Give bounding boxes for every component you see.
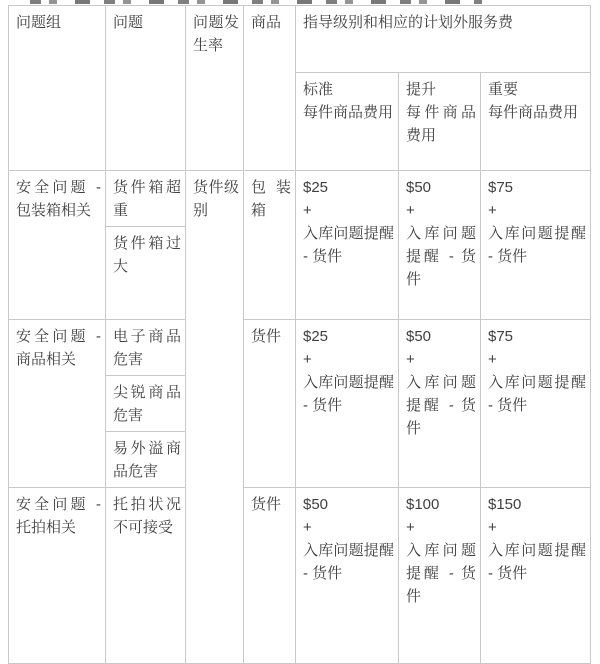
- header-level-critical: [481, 73, 591, 171]
- header-product: 商品: [244, 6, 296, 171]
- fee-note: 入库问题提醒 - 货件: [303, 225, 394, 265]
- header-level-standard: [296, 73, 399, 171]
- fee-cell-critical: [481, 320, 591, 488]
- fee-note: 入库问题提醒 - 货件: [406, 374, 476, 437]
- fee-amount: $100: [406, 496, 440, 513]
- problem-cell: 电子商品危害: [106, 320, 186, 376]
- fee-note: 入库问题提醒 - 货件: [303, 374, 394, 414]
- fee-amount: $50: [406, 328, 432, 345]
- fee-note: 入库问题提醒 - 货件: [406, 225, 476, 288]
- problem-group-cell: 安全问题 - 包装箱相关: [9, 171, 106, 320]
- fee-note: 入库问题提醒 - 货件: [488, 374, 587, 414]
- table-row: [9, 488, 591, 664]
- table-row: [9, 171, 591, 227]
- problem-group-cell: 安全问题 - 托拍相关: [9, 488, 106, 664]
- level-unit: 每件商品费用: [406, 104, 476, 144]
- fee-plus: +: [406, 519, 415, 536]
- service-fee-table: [8, 5, 591, 664]
- level-name: 提升: [406, 81, 437, 98]
- fee-amount: $75: [488, 179, 514, 196]
- clipped-text-top: [30, 0, 482, 4]
- fee-amount: $50: [406, 179, 432, 196]
- header-level-elevated: [399, 73, 481, 171]
- level-unit: 每件商品费用: [303, 104, 394, 121]
- level-unit: 每件商品费用: [488, 104, 579, 121]
- fee-amount: $150: [488, 496, 522, 513]
- occurrence-rate-cell: 货件级别: [186, 171, 244, 664]
- fee-amount: $25: [303, 179, 329, 196]
- fee-cell-elevated: [399, 320, 481, 488]
- header-problem-group: 问题组: [9, 6, 106, 171]
- fee-cell-elevated: [399, 488, 481, 664]
- fee-amount: $50: [303, 496, 329, 513]
- product-cell: 货件: [244, 320, 296, 488]
- fee-note: 入库问题提醒 - 货件: [303, 542, 394, 582]
- problem-cell: 货件箱超重: [106, 171, 186, 227]
- problem-cell: 易外溢商品危害: [106, 432, 186, 488]
- fee-plus: +: [488, 202, 497, 219]
- fee-note: 入库问题提醒 - 货件: [488, 225, 587, 265]
- fee-plus: +: [303, 519, 312, 536]
- fee-plus: +: [406, 202, 415, 219]
- fee-cell-critical: [481, 171, 591, 320]
- problem-cell: 货件箱过大: [106, 227, 186, 320]
- fee-cell-standard: [296, 171, 399, 320]
- fee-cell-standard: [296, 488, 399, 664]
- fee-plus: +: [303, 351, 312, 368]
- fee-cell-elevated: [399, 171, 481, 320]
- fee-cell-critical: [481, 488, 591, 664]
- header-occurrence-rate: 问题发生率: [186, 6, 244, 171]
- problem-cell: 尖锐商品危害: [106, 376, 186, 432]
- fee-note: 入库问题提醒 - 货件: [488, 542, 587, 582]
- fee-plus: +: [488, 519, 497, 536]
- fee-plus: +: [303, 202, 312, 219]
- product-cell: 包装箱: [244, 171, 296, 320]
- table-row: [9, 320, 591, 376]
- header-guidance-levels: 指导级别和相应的计划外服务费: [296, 6, 591, 73]
- fee-plus: +: [406, 351, 415, 368]
- fee-note: 入库问题提醒 - 货件: [406, 542, 476, 605]
- header-problem: 问题: [106, 6, 186, 171]
- fee-cell-standard: [296, 320, 399, 488]
- problem-group-cell: 安全问题 - 商品相关: [9, 320, 106, 488]
- level-name: 重要: [488, 81, 519, 98]
- fee-plus: +: [488, 351, 497, 368]
- fee-amount: $75: [488, 328, 514, 345]
- problem-cell: 托拍状况不可接受: [106, 488, 186, 664]
- fee-amount: $25: [303, 328, 329, 345]
- product-cell: 货件: [244, 488, 296, 664]
- level-name: 标准: [303, 81, 334, 98]
